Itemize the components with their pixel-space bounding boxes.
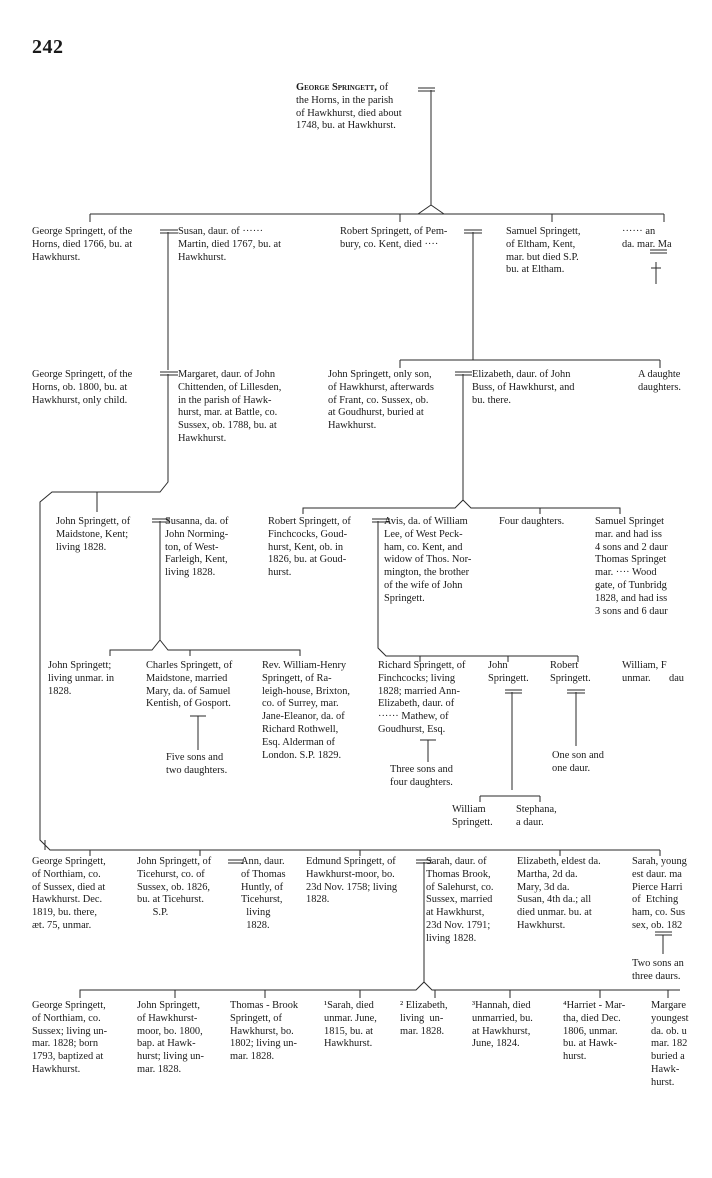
gen1-daughter-entry: ······ an da. mar. Ma [622,226,672,250]
gen4a-richard-issue: Three sons and four daughters. [390,764,453,788]
gen4a-william-henry-entry: Rev. William-Henry Springett, of Ra- leigh-house, Brixton, co. of Surrey, mar. Jane-Eleanor, da. of Richard Rothwell, Esq. Alderman of London. S.P. 1829. [262,660,351,761]
gen4a-john-entry: John Springett; living unmar. in 1828. [48,660,115,697]
gen4a-charles-entry: Charles Springett, of Maidstone, married Mary, da. of Samuel Kentish, of Gosport. [146,660,233,710]
gen2-margaret-entry: Margaret, daur. of John Chittenden, of Lillesden, in the parish of Hawk- hurst, mar. at Battle, co. Sussex, ob. 1788, bu. at Hawkhurst. [178,369,282,444]
gen1-susan-entry: Susan, daur. of ······ Martin, died 1767, bu. at Hawkhurst. [178,226,282,263]
gen5-harriet-entry: ⁴Harriet - Mar- tha, died Dec. 1806, unmar. bu. at Hawk- hurst. [563,1000,626,1063]
gen4a-stephana-entry: Stephana, a daur. [516,804,557,828]
gen2-george-entry: George Springett, of the Horns, ob. 1800, bu. at Hawkhurst, only child. [32,369,133,406]
gen2-john-entry: John Springett, only son, of Hawkhurst, afterwards of Frant, co. Sussex, ob. at Goudhurst, buried at Hawkhurst. [328,369,434,432]
gen4a-charles-issue: Five sons and two daughters. [166,752,228,776]
page-number: 242 [32,36,64,58]
root-name: George Springett, [296,82,377,93]
gen4b-sarah-entry: Sarah, daur. of Thomas Brook, of Salehurst, co. Sussex, married at Hawkhurst, 23d Nov. 1791; living 1828. [426,856,494,944]
gen4b-ann-entry: Ann, daur. of Thomas Huntly, of Ticehurst, living 1828. [241,856,286,931]
gen4b-sarah-youngest-entry: Sarah, young est daur. ma Pierce Harri of Etching ham, co. Sus sex, ob. 182 [632,856,687,931]
gen3-avis-entry: Avis, da. of William Lee, of West Peck- ham, co. Kent, and widow of Thos. Nor- mington, the brother of the wife of John Springett. [384,516,472,604]
gen4b-elizabeth-entry: Elizabeth, eldest da. Martha, 2d da. Mary, 3d da. Susan, 4th da.; all died unmar. bu. at Hawkhurst. [517,856,601,931]
gen1-samuel-entry: Samuel Springett, of Eltham, Kent, mar. but died S.P. bu. at Eltham. [506,226,581,276]
gen1-robert-entry: Robert Springett, of Pem- bury, co. Kent, died ···· [340,226,448,250]
gen5-sarah-entry: ¹Sarah, died unmar. June, 1815, bu. at Hawkhurst. [324,1000,377,1050]
root-text: of the Horns, in the parish of Hawkhurst, died about 1748, bu. at Hawkhurst. [296,82,402,132]
gen4a-william-child-entry: William Springett. [452,804,493,828]
gen5-thomas-entry: Thomas - Brook Springett, of Hawkhurst, bo. 1802; living un- mar. 1828. [230,1000,299,1063]
gen3-john-entry: John Springett, of Maidstone, Kent; living 1828. [56,516,131,553]
gen4b-george-entry: George Springett, of Northiam, co. of Sussex, died at Hawkhurst. Dec. 1819, bu. there, æt. 75, unmar. [32,856,106,931]
gen5-george-entry: George Springett, of Northiam, co. Sussex; living un- mar. 1828; born 1793, baptized at Hawkhurst. [32,1000,108,1075]
gen5-hannah-entry: ³Hannah, died unmarried, bu. at Hawkhurst, June, 1824. [472,1000,533,1050]
gen2-daughter-entry: A daughte daughters. [638,369,681,393]
gen4b-sarah-issue: Two sons an three daurs. [632,958,684,982]
gen1-george-entry: George Springett, of the Horns, died 1766, bu. at Hawkhurst. [32,226,133,263]
gen4a-robert-issue: One son and one daur. [552,750,604,774]
gen3-susanna-entry: Susanna, da. of John Norming- ton, of West- Farleigh, Kent, living 1828. [165,516,229,579]
gen5-elizabeth-entry: ² Elizabeth, living un- mar. 1828. [400,1000,448,1037]
gen4b-edmund-entry: Edmund Springett, of Hawkhurst-moor, bo. 23d Nov. 1758; living 1828. [306,856,398,906]
gen4a-william-entry: William, F unmar. [622,660,667,684]
gen3-samuel-entry: Samuel Springet mar. and had iss 4 sons and 2 daur Thomas Springet mar. ···· Wood gate, of Tunbridg 1828, and had iss 3 sons and 6 daur [595,516,668,617]
gen5-john-entry: John Springett, of Hawkhurst- moor, bo. 1800, bap. at Hawk- hurst; living un- mar. 1828. [137,1000,204,1075]
gen4a-robert-entry: Robert Springett. [550,660,591,684]
gen3-four-daughters-entry: Four daughters. [499,516,565,527]
root-george-springett-entry [296,82,402,133]
gen2-elizabeth-entry: Elizabeth, daur. of John Buss, of Hawkhurst, and bu. there. [472,369,575,406]
gen4b-john-entry: John Springett, of Ticehurst, co. of Sussex, ob. 1826, bu. at Ticehurst. S.P. [137,856,212,919]
gen4a-john2-entry: John Springett. [488,660,529,684]
gen5-margaret-entry: Margare youngest da. ob. u mar. 182 buried a Hawk- hurst. [651,1000,689,1088]
gen3-robert-entry: Robert Springett, of Finchcocks, Goud- hurst, Kent, ob. in 1826, bu. at Goud- hurst. [268,516,351,579]
gen4a-william-tail: dau [669,673,685,684]
gen4a-richard-entry: Richard Springett, of Finchcocks; living 1828; married Ann- Elizabeth, daur. of ······ Mathew, of Goudhurst, Esq. [378,660,466,735]
